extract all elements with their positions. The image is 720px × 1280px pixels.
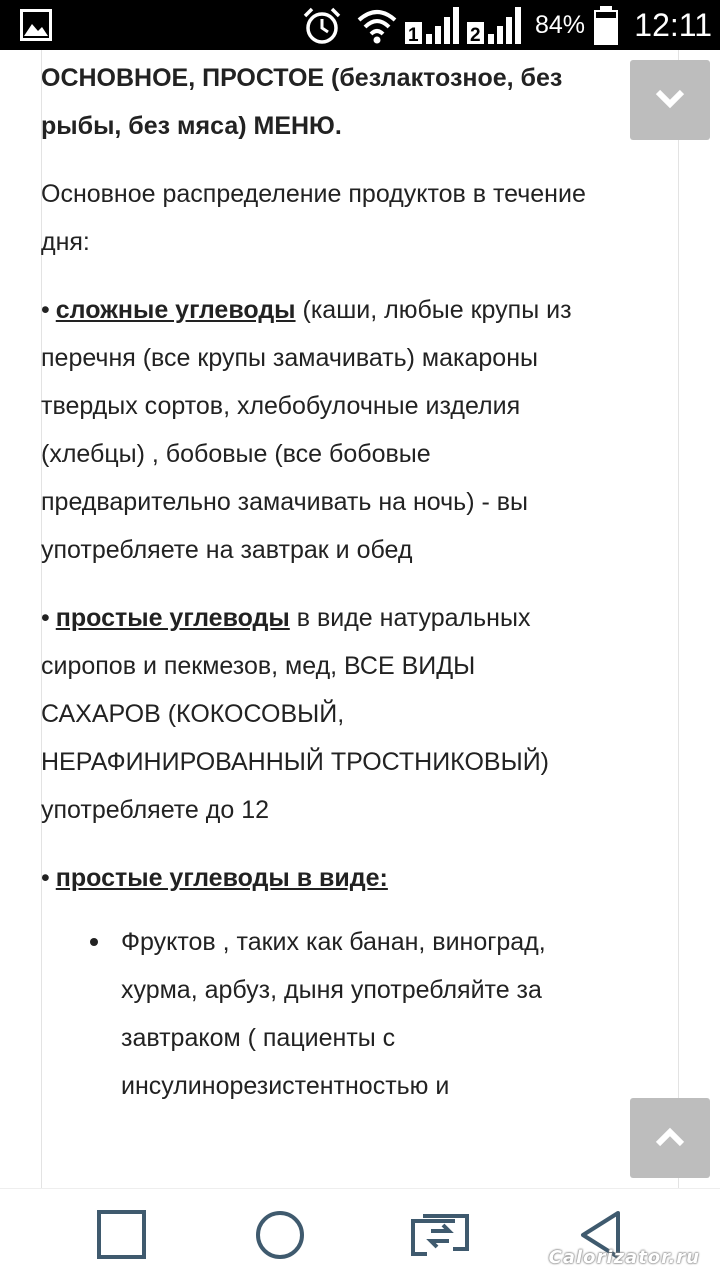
recent-apps-button[interactable] (96, 1209, 148, 1266)
fruits-list (41, 918, 601, 1110)
complex-carbs-title: сложные углеводы (55, 296, 296, 324)
dual-window-button[interactable] (409, 1209, 471, 1266)
simple-carbs-title: простые углеводы (55, 604, 290, 632)
simple-carbs-paragraph (41, 594, 601, 834)
chevron-up-icon (654, 1126, 686, 1148)
scroll-down-button[interactable] (630, 60, 710, 140)
gallery-icon (20, 9, 52, 46)
alarm-icon (302, 6, 342, 51)
article-body (41, 50, 601, 1110)
watermark: Calorizator.ru (548, 1247, 700, 1268)
menu-heading: ОСНОВНОЕ, ПРОСТОЕ (безлактозное, без рыбы, без мяса) МЕНЮ. (41, 64, 563, 140)
complex-carbs-text: (каши, любые крупы из перечня (все крупы замачивать) макароны твердых сортов, хлебобулочные изделия (хлебцы) , бобовые (все бобовые предварительно замачивать на ночь) - вы употребляете на завтрак и обед (41, 296, 572, 564)
wifi-icon (357, 8, 397, 49)
bullet-char: • (41, 864, 50, 892)
status-bar (0, 0, 720, 50)
chevron-down-icon (654, 88, 686, 110)
home-button[interactable] (255, 1209, 307, 1266)
intro-paragraph: Основное распределение продуктов в течение дня: (41, 180, 586, 256)
navigation-bar (0, 1188, 720, 1280)
svg-text:2: 2 (470, 25, 481, 46)
complex-carbs-paragraph (41, 286, 601, 574)
scroll-up-button[interactable] (630, 1098, 710, 1178)
signal-sim1-icon (405, 4, 465, 51)
circle-icon (255, 1209, 307, 1261)
battery-percent: 84% (535, 11, 586, 39)
list-item-text: Фруктов , таких как банан, виноград, хурма, арбуз, дыня употребляйте за завтраком ( пациенты с инсулинорезистентностью и (121, 928, 546, 1100)
simple-carbs-form-paragraph (41, 854, 601, 902)
svg-text:1: 1 (408, 25, 419, 46)
square-icon (96, 1209, 148, 1261)
signal-sim2-icon (467, 4, 527, 51)
bullet-char: • (41, 296, 50, 324)
simple-carbs-text: в виде натуральных сиропов и пекмезов, мед, ВСЕ ВИДЫ САХАРОВ (КОКОСОВЫЙ, НЕРАФИНИРОВАННЫЙ ТРОСТНИКОВЫЙ) употребляете до 12 (41, 604, 550, 824)
list-bullet (90, 938, 98, 946)
status-clock: 12:11 (634, 7, 712, 43)
simple-carbs-form-title: простые углеводы в виде: (55, 864, 388, 892)
dual-window-icon (409, 1209, 471, 1261)
article-viewport[interactable] (0, 50, 720, 1188)
bullet-char: • (41, 604, 50, 632)
battery-icon (592, 6, 620, 51)
list-item (121, 918, 601, 1110)
